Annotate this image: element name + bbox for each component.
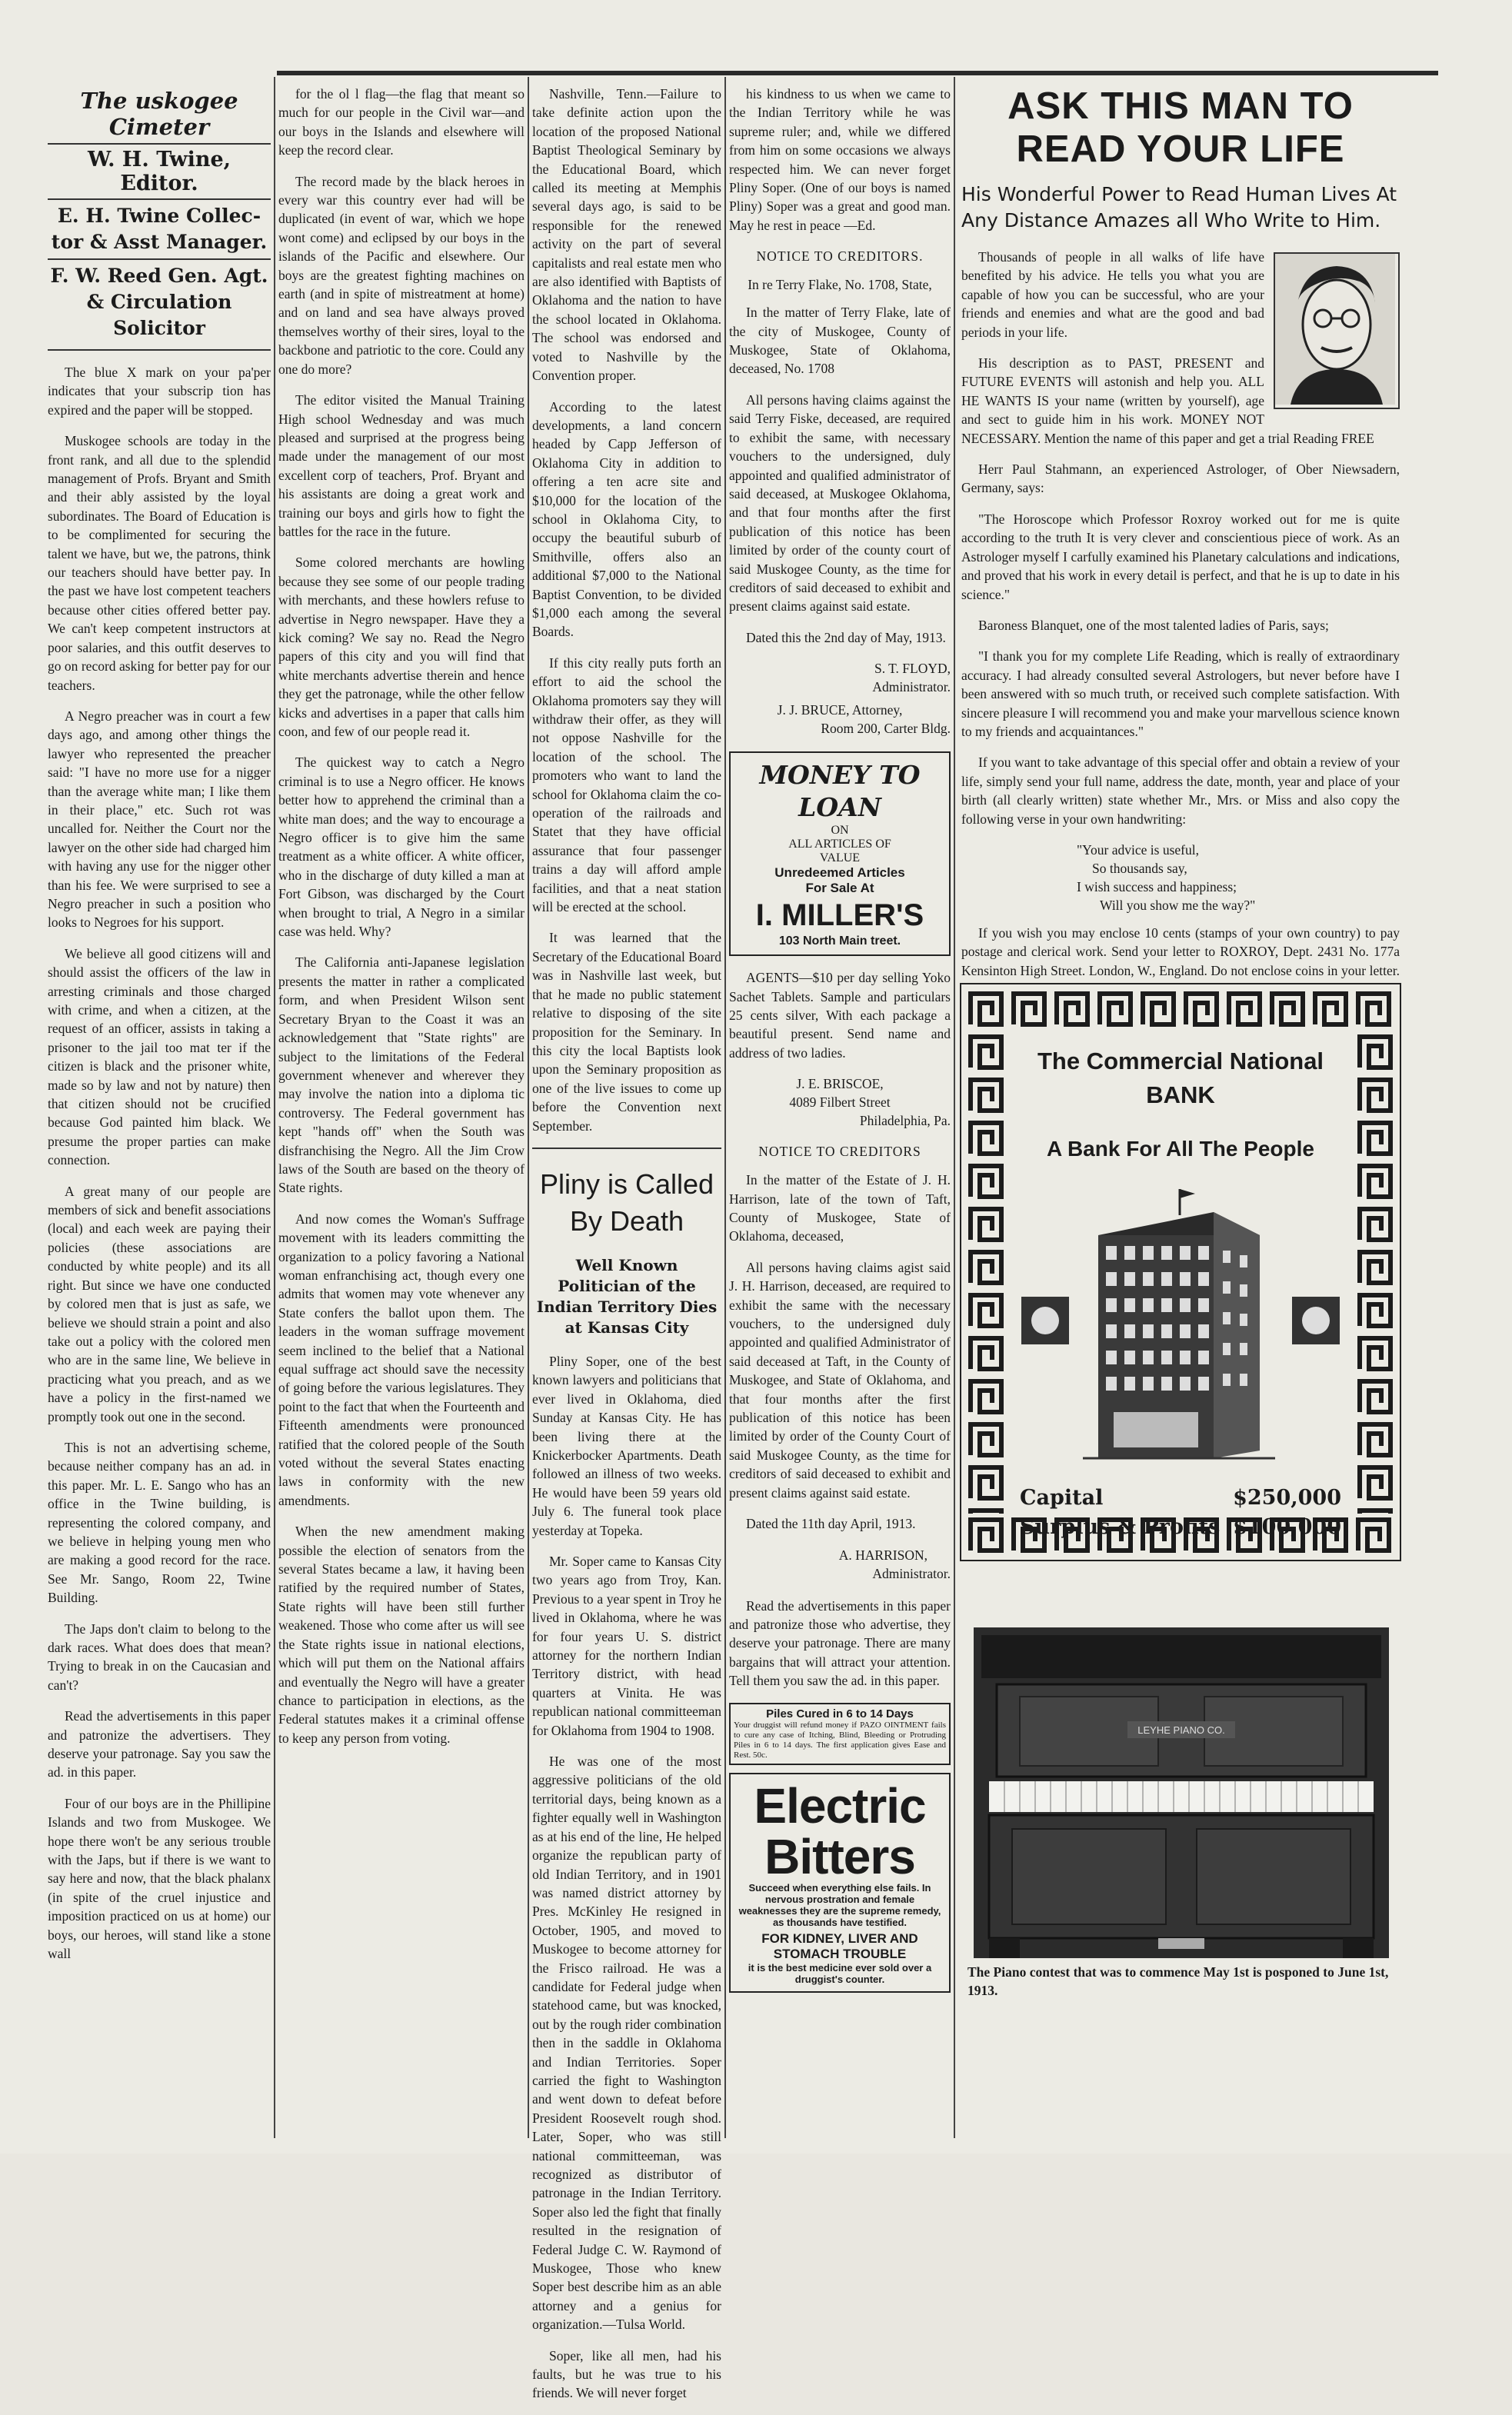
verse bbox=[961, 841, 1400, 914]
signature: S. T. FLOYD, bbox=[874, 661, 951, 677]
column-4 bbox=[729, 85, 951, 1993]
signature: A. HARRISON, bbox=[838, 1547, 928, 1563]
electric-tail: it is the best medicine ever sold over a druggist's counter. bbox=[748, 1961, 932, 1985]
paragraph: All persons having claims agist said J. H. Harrison, deceased, are required to exhibit the same with the necessary vouchers, to the undersigned duly appointed and qualified Administrator of said deceased at Taft, in the County of Muskogee, and State of Oklahoma, and that four months after the first publication of this notice has been limited by order of the County Court of said Muskogee County, as the time for creditors of said deceased to exhibit and present claims against said estate. bbox=[729, 1259, 951, 1501]
paragraph: Thousands of people in all walks of life have benefited by his advice. He tells you what you are capable of how you can be successful, who are your friends and enemies and what are the good and bad periods in your life. bbox=[961, 249, 1264, 340]
column-rule bbox=[954, 77, 955, 2138]
loan-line: VALUE bbox=[819, 851, 861, 865]
paragraph: The editor visited the Manual Training High school Wednesday and was much pleased and surprised at the progress being made under the management of our most excellent corp of teachers, Prof. Bryant and his assistants are doing a great work and training our boys and girls how to fight the battles for the race in the future. bbox=[278, 392, 525, 539]
paragraph: If you want to take advantage of this special offer and obtain a review of your life, simply send your full name, address the date, month, year and place of your birth (all clearly written) state whether Mr., Mrs. or Miss and also copy the following verse in your own handwriting: bbox=[961, 754, 1400, 827]
paragraph: According to the latest developments, a land concern headed by Capp Jefferson of Oklahoma City in addition to offering a ten acre site and $10,000 for the location of the school in Oklahoma City, to occupy the beautiful suburb of Smithville, offers also an additional $7,000 to the National Baptist Convention, to be divided $1,000 each among the several Boards. bbox=[532, 398, 721, 640]
paragraph: Some colored merchants are howling because they see some of our people trading with merchants, and these howlers refuse to advertise in Negro newspaper. Have they a kick coming? We say no. Read the Negro papers of this city and you will find that white merchants advertise therein and hence they get the patronage, while the other fellow kicks and advertises in a paper that calls him coon, and few of our people read it. bbox=[278, 555, 525, 739]
agents-street: 4089 Filbert Street bbox=[789, 1094, 891, 1111]
piles-text: Your druggist will refund money if PAZO OINTMENT fails to cure any case of Itching, Blind, Bleeding or Protruding Piles in 6 to 14 days. The first application gives Ease and Rest. 50c. bbox=[734, 1720, 946, 1760]
paragraph: Pliny Soper, one of the best known lawyers and politicians that ever lived in Oklahoma, died Sunday at Kansas City. He has been living there at the Knickerbocker Apartments. Death followed an illness of two weeks. He would have been 59 years old July 6. The funeral took place yesterday at Topeka. bbox=[532, 1353, 721, 1538]
paragraph: Four of our boys are in the Phillipine Islands and two from Muskogee. We hope there won't be any serious trouble with the Japs, but if there is we want to say here and now, that the black phalanx (in spite of the cruel injustice and imposition practiced on us at home) our boys, our heroes, will stand like a stone wall bbox=[48, 1795, 271, 1962]
paragraph: A great many of our people are members of sick and benefit associations (local) and each week are paying their policies (these associations are conducted by white people) and its all right. But since we have one conducted by colored men that is just as safe, we believe we should strain a point and also take out a policy with the colored men who are in the same line, We believe in practicing what you preach, and as we have a policy in the first-named we promptly took out one in the second. bbox=[48, 1183, 271, 1424]
paragraph: Read the advertisements in this paper and patronize the advertisers. They deserve your patronage. Say you saw the ad. in this paper. bbox=[48, 1708, 271, 1780]
paragraph: When the new amendment making possible the election of senators from the several States became a law, it having been ratified by the required number of States, State rights will have been still further weakened. Those who come after us will see the State rights issue in national elections, which will put them on the National affairs and eventually the Negro will have a greater chance to participation in elections, as the Federal statutes makes it a criminal offense to keep any person from voting. bbox=[278, 1524, 525, 1746]
paragraph: The California anti-Japanese legislation presents the matter in rather a complicated form, and when President Wilson sent Secretary Bryan to the Coast it was an acknowledgement that "State rights" are subject to the limitations of the Federal government whenever and wherever they may involve the nation into a diploma tic controversy. The Federal government has kept "hands off" when the South was disfranchising the Negro. All the Jim Crow laws of the South are based on the theory of State rights. bbox=[278, 954, 525, 1196]
piles-ad bbox=[729, 1703, 951, 1765]
paragraph: The blue X mark on your pa'per indicates that your subscrip tion has expired and the paper will be stopped. bbox=[48, 365, 271, 418]
bitters-title: Bitters bbox=[764, 1828, 915, 1884]
bank-building-icon bbox=[1014, 1181, 1347, 1466]
top-rule bbox=[277, 71, 1438, 75]
paragraph: Baroness Blanquet, one of the most talented ladies of Paris, says; bbox=[978, 617, 1329, 633]
loan-title: MONEY TO LOAN bbox=[759, 760, 921, 823]
paragraph: Mr. Soper came to Kansas City two years ago from Troy, Kan. Previous to a year spent in Troy he lived in Oklahoma, where he was for four years U. S. district attorney for the northern Indian Territory district, with head quarters at Vinita. He was republican national committeeman for Oklahoma from 1904 to 1908. bbox=[532, 1554, 721, 1738]
notice-title: NOTICE TO CREDITORS bbox=[758, 1144, 921, 1160]
collector-line: E. H. Twine Collec- tor & Asst Manager. bbox=[51, 205, 268, 253]
paragraph: A Negro preacher was in court a few days ago, and among other things the lawyer who represented the preacher said: "I have no more use for a nigger than the average white man; I like them in their place," etc. Such rot was uncalled for. Neither the Court nor the lawyer on the other side had charged him with having any use for the nigger other than his fee. We were surprised to see a Negro preacher in such a position who looks to Negroes for his support. bbox=[48, 708, 271, 931]
paragraph: He was one of the most aggressive politicians of the old territorial days, being known as a fighter equally well in Washington as at his end of the line, He helped organize the republican party of old Indian Territory, and in 1901 was named district attorney by Pres. McKinley He resigned in October, 1905, and moved to Muskogee to become attorney for the Frisco railroad. He was a candidate for Federal judge when statehood came, but was knocked, out by the rough rider combination then in the saddle in Oklahoma and Indian Territories. Soper carried the fight to Washington and went down to defeat before President Roosevelt rough shod. Later, Soper, who was still national committeeman, was recognized as distributor of patronage in the Indian Territory. Soper also led the fight that finally resulted in the resignation of Federal Judge C. W. Raymond of Muskogee, Those who knew Soper best describe him as an able attorney and a genius for organization.—Tulsa World. bbox=[532, 1754, 721, 2333]
piano-brand: LEYHE PIANO CO. bbox=[1137, 1724, 1225, 1736]
loan-address: 103 North Main treet. bbox=[778, 934, 901, 948]
loan-line: ALL ARTICLES OF bbox=[788, 838, 891, 851]
loan-line: For Sale At bbox=[805, 881, 874, 896]
paper-name: The uskogee Cimeter bbox=[80, 88, 238, 140]
masthead bbox=[48, 85, 271, 351]
ask-headline: READ YOUR LIFE bbox=[1016, 128, 1345, 170]
electric-text: Succeed when everything else fails. In nervous prostration and female weaknesses they are the supreme remedy, as thousands have testified. bbox=[738, 1881, 941, 1928]
roxroy-portrait bbox=[1274, 252, 1400, 409]
portrait-icon bbox=[1275, 254, 1395, 405]
piano-image bbox=[974, 1627, 1389, 1958]
attorney-room: Room 200, Carter Bldg. bbox=[821, 721, 951, 737]
paragraph: for the ol l flag—the flag that meant so much for our people in the Civil war—and our boys in the Islands and elsewhere will keep the record clear. bbox=[278, 86, 525, 158]
paragraph: It was learned that the Secretary of the Educational Board was in Nashville last week, but that he made no public statement relative to disposing of the site proposition for the Seminary. In this city the local Baptists look upon the Seminary proposition as one of the live issues to come up before the Convention next September. bbox=[532, 930, 721, 1134]
verse-line: I wish success and happiness; bbox=[1077, 878, 1237, 894]
paragraph: Herr Paul Stahmann, an experienced Astrologer, of Ober Niewsadern, Germany, says: bbox=[961, 461, 1400, 496]
paragraph: "The Horoscope which Professor Roxroy worked out for me is quite according to the truth It is very clever and conscientious piece of work. As an Astrologer myself I carfully examined his Planetary calculations and indications, and proved that his work in every detail is perfect, and that he is up to date in his science." bbox=[961, 511, 1400, 602]
column-2 bbox=[278, 85, 525, 1760]
signature-title: Administrator. bbox=[872, 679, 951, 695]
fret-border-icon bbox=[964, 988, 1395, 1031]
signature-title: Administrator. bbox=[872, 1565, 951, 1581]
paragraph: In the matter of the Estate of J. H. Harrison, late of the town of Taft, County of Muskogee, State of Oklahoma, deceased, bbox=[729, 1172, 951, 1244]
capital-value: $250,000 bbox=[1233, 1486, 1341, 1510]
agents-city: Philadelphia, Pa. bbox=[859, 1113, 951, 1129]
electric-bitters-ad bbox=[729, 1773, 951, 1993]
bank-slogan: A Bank For All The People bbox=[1047, 1137, 1314, 1161]
paragraph: Dated this the 2nd day of May, 1913. bbox=[746, 629, 946, 645]
attorney-line: J. J. BRUCE, Attorney, bbox=[777, 702, 903, 718]
piano-caption: The Piano contest that was to commence May 1st is posponed to June 1st, 1913. bbox=[967, 1964, 1389, 1998]
paragraph: The quickest way to catch a Negro criminal is to use a Negro officer. He knows better how to apprehend the criminal than a white man does; and the way to encourage a Negro officer is to give him the same treatment as a white officer. A white officer, who in the discharge of duty killed a man at Fort Gibson, was discharged by the Court when brought to trial, A Negro in a similar case was held. Why? bbox=[278, 754, 525, 940]
read-ads-note: Read the advertisements in this paper and patronize those who advertise, they deserve your patronage. There are many bargains that will attract your attention. Tell them you saw the ad. in this paper. bbox=[729, 1597, 951, 1689]
paragraph: This is not an advertising scheme, because neither company has an ad. in this paper. Mr. L. E. Sango who has an office in the Twine building, is representing the colored company, and we believe in helping young men who are making a good record for the race. See Mr. Sango, Room 22, Twine Building. bbox=[48, 1439, 271, 1606]
money-to-loan-ad bbox=[729, 751, 951, 956]
agent-line: F. W. Reed Gen. Agt. & Circulation Solicitor bbox=[50, 265, 268, 339]
paragraph: If this city really puts forth an effort to aid the school the Oklahoma promoters say they will withdraw their offer, as they will not oppose Nashville for the location of the school. The promoters who want to land the school for Oklahoma claim the co-operation of the railroads and Statet that they have official assurance that four passenger trains a day will afford ample facilities, and that a neat station will be erected at the school. bbox=[532, 655, 721, 915]
pliny-subhead: Well Known Politician of the Indian Territory Dies at Kansas City bbox=[536, 1255, 718, 1337]
bank-capital-row bbox=[1020, 1486, 1341, 1510]
fret-border-icon bbox=[964, 1031, 1007, 1514]
bank-ad bbox=[960, 983, 1401, 1561]
surplus-value: $100,000 bbox=[1233, 1515, 1341, 1539]
paragraph: In the matter of Terry Flake, late of the city of Muskogee, County of Muskogee, State of Oklahoma, deceased, No. 1708 bbox=[729, 305, 951, 377]
notice-heading: In re Terry Flake, No. 1708, State, bbox=[748, 277, 932, 293]
paragraph: His description as to PAST, PRESENT and FUTURE EVENTS will astonish and help you. ALL HE WANTS IS your name (written by yourself), age and sect to guide him in his work. MONEY NOT NECESSARY. Mention the name of this paper and get a trial Reading FREE bbox=[961, 355, 1374, 446]
paragraph: The record made by the black heroes in every war this country ever had will be duplicated (in event of war, which we hope wont come) and eclipsed by our boys in the islands of the Pacific and elsewhere. Our boys are the greatest fighting machines on earth (and in spite of mistreatment at home) and on land and sea have always proved themselves worthy of their sires, loyal to the backbone and patriotic to the core. Could any one do more? bbox=[278, 173, 525, 377]
bank-name: The Commercial National BANK bbox=[1037, 1048, 1324, 1108]
piles-title: Piles Cured in 6 to 14 Days bbox=[766, 1707, 914, 1720]
agents-ad: AGENTS—$10 per day selling Yoko Sachet Tablets. Sample and particulars 25 cents silver, With each package a beautiful present. Send name and address of two ladies. bbox=[729, 970, 951, 1061]
verse-line: "Your advice is useful, bbox=[1077, 841, 1199, 858]
ask-subhead: His Wonderful Power to Read Human Lives At Any Distance Amazes all Who Write to Him. bbox=[961, 183, 1397, 232]
column-1 bbox=[48, 85, 271, 1976]
paragraph: If you wish you may enclose 10 cents (stamps of your own country) to pay postage and clerical work. Send your letter to ROXROY, Dept. 2431 No. 177a Kensinton High Street. London, W., England. Do not enclose coins in your letter. bbox=[961, 924, 1400, 978]
paragraph: Nashville, Tenn.—Failure to take definite action upon the location of the proposed National Baptist Theological Seminary by the Educational Board, which called its meeting at Memphis several days ago, is said to be responsible for the renewed activity on the part of several capitalists and real estate men who are also identified with Baptists of Oklahoma and the nation to have the school located in Oklahoma. The school was endorsed and voted to Nashville by the Convention proper. bbox=[532, 86, 721, 384]
paragraph: We believe all good citizens will and should assist the officers of the law in arresting criminals and those charged with crime, and when a citizen, at the request of an officer, assists in taking a prisoner to the jail too mat ter if the citizen is black and the prisoner white, made so by law and not by nature) then that citizen should not be crucified because God painted him black. We presume the proper parties can make connection. bbox=[48, 945, 271, 1168]
notice-title: NOTICE TO CREDITORS. bbox=[756, 248, 924, 265]
paragraph: Soper, like all men, had his faults, but he was true to his friends. We will never forget bbox=[532, 2347, 721, 2401]
column-rule bbox=[528, 77, 529, 2138]
bank-surplus-row bbox=[1020, 1515, 1341, 1539]
electric-kidney: STOMACH TROUBLE bbox=[773, 1946, 907, 1961]
surplus-label: Surplus & Profits bbox=[1020, 1515, 1221, 1539]
loan-name: I. MILLER'S bbox=[755, 898, 924, 933]
column-5 bbox=[961, 85, 1400, 978]
loan-line: Unredeemed Articles bbox=[774, 865, 905, 881]
column-3 bbox=[532, 85, 721, 2415]
agents-name: J. E. BRISCOE, bbox=[796, 1076, 884, 1092]
paragraph: "I thank you for my complete Life Reading, which is really of extraordinary accuracy. I had already consulted several Astrologers, but never before have I been answered with so much truth, or received such complete satisfaction. With sincere pleasure I will recommend you and make your marvellous science known to my friends and acquaintances." bbox=[961, 648, 1400, 739]
fret-border-icon bbox=[1354, 1031, 1397, 1514]
paragraph: his kindness to us when we came to the Indian Territory while he was supreme ruler; and, while we differed from him on some occasions we always respected him. We can never forget Pliny Soper. (One of our boys is named Pliny) Soper was a great and good man. May he rest in peace —Ed. bbox=[729, 86, 951, 233]
capital-label: Capital bbox=[1020, 1486, 1104, 1510]
paragraph: The Japs don't claim to belong to the dark races. What does does that mean? Trying to break in on the Caucasian and can't? bbox=[48, 1621, 271, 1693]
pliny-headline: Pliny is Called By Death bbox=[539, 1168, 714, 1237]
electric-kidney: FOR KIDNEY, LIVER AND bbox=[761, 1930, 918, 1946]
ask-headline: ASK THIS MAN TO bbox=[1007, 85, 1354, 127]
electric-title: Electric bbox=[754, 1777, 926, 1834]
verse-line: So thousands say, bbox=[1092, 860, 1187, 876]
paragraph: Dated the 11th day April, 1913. bbox=[746, 1516, 916, 1532]
column-rule bbox=[274, 77, 275, 2138]
loan-on: ON bbox=[831, 824, 849, 838]
paragraph: Muskogee schools are today in the front rank, and all due to the splendid management of Profs. Bryant and Smith and their ably assisted by the loyal subordinates. The Board of Education is to be complimented for securing the talent we have, but we, the patrons, think our teachers should have better pay. In the past we have lost competent teachers because other cities offered better pay. We can't keep competent instructors at poor salaries, and this outfit deserves to go on record asking for better pay for our teachers. bbox=[48, 433, 271, 693]
paragraph: All persons having claims against the said Terry Fiske, deceased, are required to exhibit the same, with necessary vouchers to the undersigned, duly appointed and qualified administrator of said deceased, at Muskogee Oklahoma, and that four months after the first publication of this notice has been limited by order of the county court of said Muskogee County, as the time for creditors of said deceased to exhibit and present claims against said estate. bbox=[729, 391, 951, 615]
verse-line: Will you show me the way?" bbox=[1100, 897, 1256, 913]
editor-line: W. H. Twine, Editor. bbox=[87, 148, 231, 195]
paragraph: And now comes the Woman's Suffrage movement with its leaders committing the organization to a policy favoring a National woman enfranchising act, though every one admits that women may vote whenever any State confers the ballot upon them. The leaders in the woman suffrage movement seem inclined to the belief that a National equal suffrage act should save the necessity of going before the various legislatures. They point to the fact that when the Fourteenth and Fifteenth amendments were pronounced ratified that the colored people of the South voted without the several States enacting laws in conformity with the new amendments. bbox=[278, 1211, 525, 1508]
column-rule bbox=[724, 77, 726, 2138]
